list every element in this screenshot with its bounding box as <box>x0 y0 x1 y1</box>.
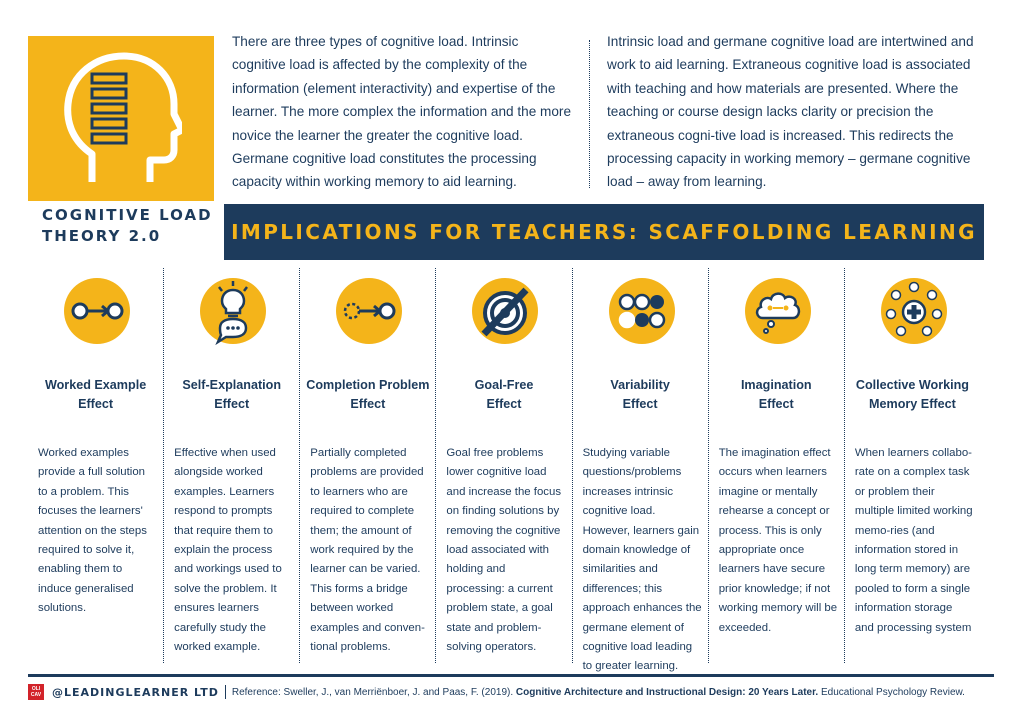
effect-description: Worked examples provide a full solution to a problem. This focuses the learners' attention on the steps required to solve it, enabling them to induce generalised solutions. <box>38 447 147 615</box>
effect-description: When learners collabo-rate on a complex task or problem their multiple limited working memo-ries (and information stored in long term memory) are pooled to form a single information storage and processing system <box>854 447 973 634</box>
effect-title: Variability Effect <box>610 378 670 411</box>
footer-rule <box>28 674 994 677</box>
effect-description: Partially completed problems are provided to learners who are required to complete them; the amount of work required by the learner can be varied. This forms a bridge between worked examples and conven-tional problems. <box>310 447 425 654</box>
head-logo <box>28 36 214 201</box>
effect-title: Self-Explanation Effect <box>182 378 282 411</box>
worked-example-icon <box>62 276 132 346</box>
imagination-icon <box>743 276 813 346</box>
effect-title: Imagination Effect <box>740 378 812 411</box>
effect-description: Goal free problems lower cognitive load and increase the focus on finding solutions by removing the cognitive load associated with holding and processing: a current problem state, a goal state and problem-solving operators. <box>446 447 562 654</box>
effect-description: Effective when used alongside worked examples. Learners respond to prompts that require them to explain the process and workings used to solve the problem. It ensures learners carefully study the worked example. <box>174 447 282 654</box>
banner-title: IMPLICATIONS FOR TEACHERS: SCAFFOLDING LEARNING <box>231 220 977 244</box>
intro-left: There are three types of cognitive load. Intrinsic cognitive load is affected by the complexity of the information (element interactivity) and expertise of the learner. The more complex the information and the more novice the learner the greater the cognitive load. Germane cognitive load constitutes the processing capacity within working memory to aid learning. <box>232 34 572 190</box>
effect-title: Worked Example Effect <box>44 378 147 411</box>
footer-reference: Reference: Sweller, J., van Merriënboer, J. and Paas, F. (2019). Cognitive Architecture and Instructional Design: 20 Years Later. Educational Psychology Review. <box>231 686 965 698</box>
head-icon <box>62 50 182 190</box>
effect-title: Goal-Free Effect <box>474 378 534 411</box>
effect-variability <box>573 268 709 673</box>
effect-description: The imagination effect occurs when learners imagine or mentally rehearse a concept or process. This is only appropriate once learners have secure prior knowledge; if not working memory will be exceeded. <box>718 447 838 634</box>
variability-icon <box>607 276 677 346</box>
intro-divider <box>589 40 590 188</box>
effect-completion-problem <box>300 268 436 663</box>
collective-memory-icon <box>879 276 949 346</box>
effect-imagination <box>709 268 845 663</box>
effect-self-explanation <box>164 268 300 663</box>
self-explanation-icon <box>198 276 268 346</box>
brand-title: COGNITIVE LOAD THEORY 2.0 <box>42 206 213 245</box>
goal-free-icon <box>470 276 540 346</box>
intro-right: Intrinsic load and germane cognitive load are intertwined and work to aid learning. Extraneous cognitive load is associated with teaching and how materials are presented. Where the teaching or course design lacks clarity or precision the extraneous cogni-tive load is increased. This redirects the processing capacity in working memory – germane cognitive load – away from learning. <box>607 34 974 190</box>
effect-title: Collective Working Memory Effect <box>855 378 969 411</box>
effect-goal-free <box>436 268 572 663</box>
effects-grid <box>28 268 980 673</box>
footer-separator <box>225 685 226 699</box>
footer <box>28 682 965 702</box>
completion-problem-icon <box>334 276 404 346</box>
effect-collective-working-memory <box>845 268 980 663</box>
implications-banner <box>224 204 984 260</box>
effect-title: Completion Problem Effect <box>306 378 430 411</box>
footer-handle: @LEADINGLEARNER LTD <box>52 685 219 699</box>
effect-description: Studying variable questions/problems increases intrinsic cognitive load. However, learners gain domain knowledge of similarities and differences; this approach enhances the germane element of cognitive load leading to greater learning. <box>582 447 702 673</box>
effect-worked-example <box>28 268 164 663</box>
oliver-cavigliolli-logo: OLI CAV <box>28 684 44 700</box>
